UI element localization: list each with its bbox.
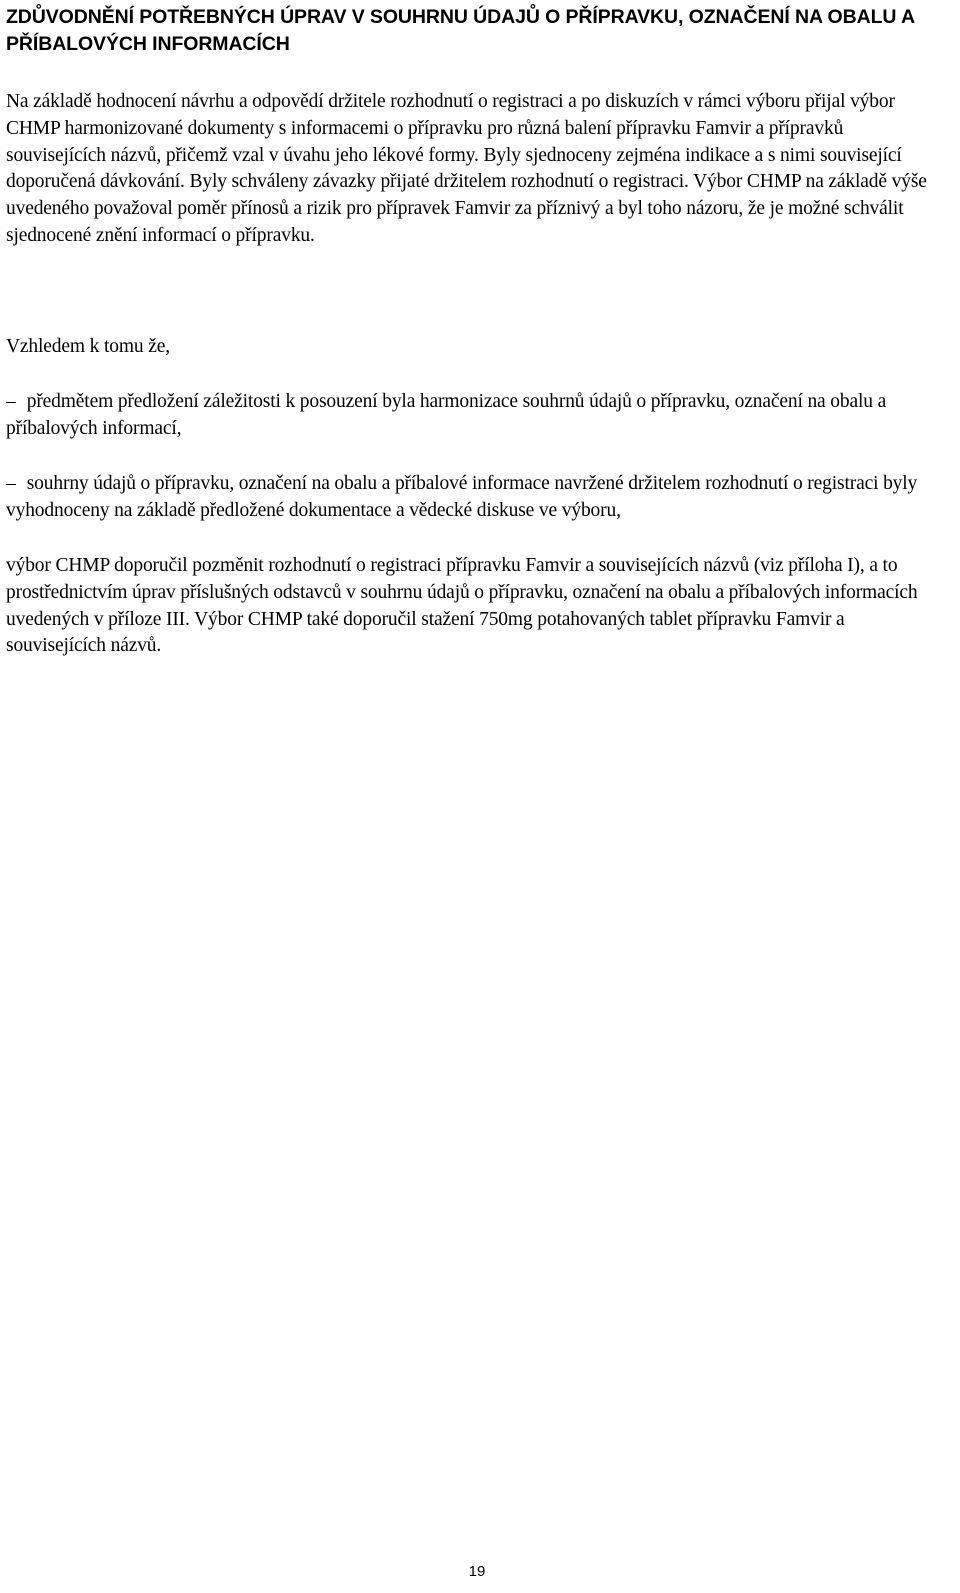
bullet-text: předmětem předložení záležitosti k posouzení byla harmonizace souhrnů údajů o přípravku, označení na obalu a příbalových informací,: [6, 391, 887, 439]
recommendation-paragraph: výbor CHMP doporučil pozměnit rozhodnutí o registraci přípravku Famvir a souvisejících názvů (viz příloha I), a to prostřednictvím úprav příslušných odstavců v souhrnu údajů o přípravku, označení na obalu a příbalových informacích uvedených v příloze III. Výbor CHMP také doporučil stažení 750mg potahovaných tablet přípravku Famvir a souvisejících názvů.: [6, 555, 918, 657]
assessment-paragraph: Na základě hodnocení návrhu a odpovědí držitele rozhodnutí o registraci a po diskuzích v rámci výboru přijal výbor CHMP harmonizované dokumenty s informacemi o přípravku pro různá balení přípravku Famvir a přípravků souvisejících názvů, přičemž vzal v úvahu jeho lékové formy. Byly sjednoceny zejména indikace a s nimi související doporučená dávkování. Byly schváleny závazky přijaté držitelem rozhodnutí o registraci. Výbor CHMP na základě výše uvedeného považoval poměr přínosů a rizik pro přípravek Famvir za příznivý a byl toho názoru, že je možné schválit sjednocené znění informací o přípravku.: [6, 91, 927, 246]
bullet-item-harmonization: [6, 389, 946, 443]
bullet-dash: –: [6, 391, 16, 412]
whereas-intro: Vzhledem k tomu že,: [6, 336, 170, 357]
document-page: [6, 0, 948, 1593]
bullet-item-evaluation: [6, 471, 946, 525]
page-number: 19: [468, 1563, 486, 1580]
bullet-text: souhrny údajů o přípravku, označení na obalu a příbalové informace navržené držitelem rozhodnutí o registraci byly vyhodnoceny na základě předložené dokumentace a vědecké diskuse ve výboru,: [6, 473, 918, 521]
document-title: ZDŮVODNĚNÍ POTŘEBNÝCH ÚPRAV V SOUHRNU ÚDAJŮ O PŘÍPRAVKU, OZNAČENÍ NA OBALU A PŘÍBALOVÝCH INFORMACÍCH: [6, 6, 915, 55]
bullet-dash: –: [6, 473, 16, 494]
